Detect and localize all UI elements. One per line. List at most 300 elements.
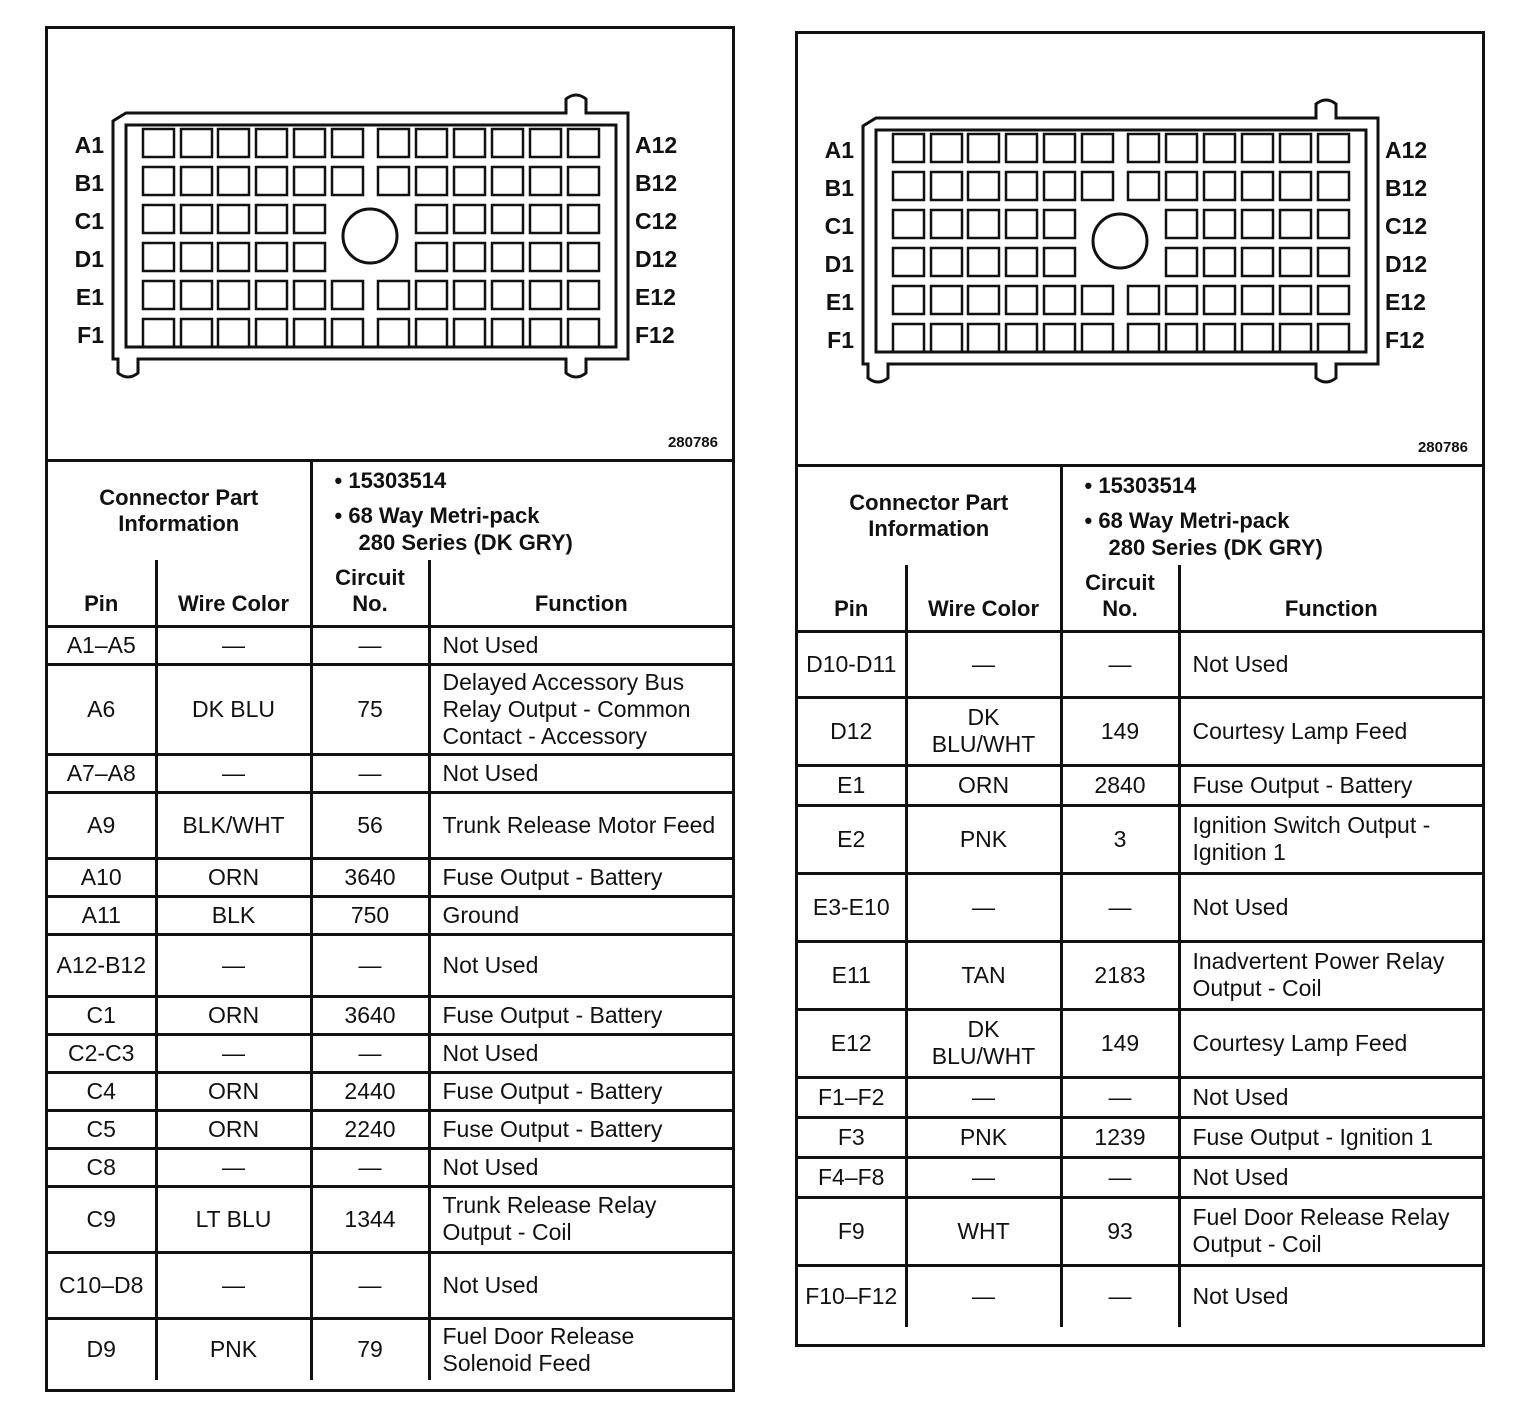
pin-cell: A1–A5 [48,626,156,664]
pin-cell: E12 [798,1009,906,1077]
row-label-right: C12 [1385,213,1428,239]
wire-color-cell: — [906,1157,1061,1197]
pin-cell: E1 [798,765,906,805]
cavity [454,167,485,195]
row-label-left: D1 [824,251,854,277]
table-row [798,765,1482,805]
cavity [1280,286,1311,314]
table-row [48,1072,732,1110]
cavity [454,319,485,347]
row-label-left: F1 [827,327,854,353]
pin-cell: E2 [798,805,906,873]
function-cell: Trunk Release Relay Output - Coil [429,1186,732,1252]
cavity [968,210,999,238]
cavity [1318,210,1349,238]
table-row [798,1157,1482,1197]
function-cell: Courtesy Lamp Feed [1179,1009,1482,1077]
wire-color-cell: — [156,1148,311,1186]
cavity [218,319,249,347]
cavity [530,319,561,347]
cavity [416,319,447,347]
cavity [294,319,325,347]
function-cell: Fuse Output - Ignition 1 [1179,1117,1482,1157]
table-row [48,626,732,664]
cavity [454,281,485,309]
cavity [218,281,249,309]
cavity [1204,248,1235,276]
table-row [48,858,732,896]
cavity [1242,324,1273,352]
function-cell: Not Used [429,1148,732,1186]
cavity [568,167,599,195]
circuit-cell: 75 [311,664,429,754]
cavity [181,167,212,195]
table-row [48,754,732,792]
cavity [1044,134,1075,162]
function-cell: Not Used [429,1034,732,1072]
cavity [492,205,523,233]
cavity [1242,286,1273,314]
pin-cell: F9 [798,1197,906,1265]
function-cell: Not Used [1179,1265,1482,1327]
cavity [1082,286,1113,314]
cavity [1242,134,1273,162]
cavity [1166,286,1197,314]
circuit-cell: 3 [1061,805,1179,873]
cavity [378,281,409,309]
table-row [798,1197,1482,1265]
pin-cell: E3-E10 [798,873,906,941]
row-label-right: C12 [635,208,678,234]
connector-face-drawing [48,29,732,459]
cavity [143,129,174,157]
figure-id: 280786 [667,434,718,451]
cavity [181,281,212,309]
connector-info-values: • 15303514 • 68 Way Metri-pack 280 Series (DK GRY) [311,462,732,560]
header-wire-color: Wire Color [156,560,311,626]
row-label-left: A1 [824,137,854,163]
cavity [1082,172,1113,200]
cavity [1006,248,1037,276]
wire-color-cell: ORN [156,1072,311,1110]
row-label-right: E12 [635,284,676,310]
cavity [1242,248,1273,276]
circuit-cell: 2440 [311,1072,429,1110]
circuit-cell: — [1061,1157,1179,1197]
wire-color-cell: — [906,631,1061,697]
cavity [1318,286,1349,314]
cavity [218,205,249,233]
pin-cell: C10–D8 [48,1252,156,1318]
cavity [931,248,962,276]
wire-color-cell: ORN [156,1110,311,1148]
row-label-left: E1 [75,284,104,310]
function-cell: Not Used [1179,1157,1482,1197]
cavity [1128,172,1159,200]
pin-cell: D12 [798,697,906,765]
cavity [218,129,249,157]
table-row [48,1110,732,1148]
table-row [48,1252,732,1318]
cavity [181,129,212,157]
wire-color-cell: — [906,873,1061,941]
pin-cell: C5 [48,1110,156,1148]
connector-info-table [48,462,732,560]
cavity [492,243,523,271]
connector-info-table [798,467,1482,565]
connector-panel-left [45,26,735,1392]
header-circuit-no: Circuit No. [311,560,429,626]
cavity [378,167,409,195]
cavity [143,167,174,195]
function-cell: Not Used [429,754,732,792]
cavity [1166,210,1197,238]
wire-color-cell: — [156,754,311,792]
circuit-cell: 750 [311,896,429,934]
connector-info-values: • 15303514 • 68 Way Metri-pack 280 Series (DK GRY) [1061,467,1482,565]
header-function: Function [1179,565,1482,631]
connector-info-label: Connector Part Information [798,467,1061,565]
cavity [568,281,599,309]
cavity [143,243,174,271]
cavity [256,319,287,347]
circuit-cell: — [1061,1077,1179,1117]
table-row [798,631,1482,697]
wire-color-cell: TAN [906,941,1061,1009]
cavity [256,167,287,195]
row-label-left: C1 [824,213,854,239]
circuit-cell: 3640 [311,996,429,1034]
connector-diagram [48,29,732,462]
cavity [454,243,485,271]
cavity [931,324,962,352]
cavity [492,167,523,195]
wire-color-cell: — [156,626,311,664]
pin-cell: A9 [48,792,156,858]
table-row [798,697,1482,765]
circuit-cell: — [311,1034,429,1072]
row-label-right: D12 [1385,251,1428,277]
connector-description-line2: 280 Series (DK GRY) [1108,534,1323,560]
cavity [1166,134,1197,162]
cavity [1128,134,1159,162]
cavity [530,167,561,195]
connector-description-line1: 68 Way Metri-pack [348,502,540,528]
wire-color-cell: DK BLU [156,664,311,754]
cavity [1280,248,1311,276]
wire-color-cell: — [156,1252,311,1318]
wire-color-cell: PNK [906,1117,1061,1157]
wire-color-cell: ORN [156,996,311,1034]
header-wire-color: Wire Color [906,565,1061,631]
cavity [568,129,599,157]
wire-color-cell: LT BLU [156,1186,311,1252]
circuit-cell: 1344 [311,1186,429,1252]
wire-color-cell: ORN [156,858,311,896]
cavity [1204,324,1235,352]
function-cell: Not Used [1179,631,1482,697]
cavity [332,129,363,157]
cavity [1242,210,1273,238]
function-cell: Fuse Output - Battery [429,1110,732,1148]
cavity [294,167,325,195]
pin-cell: F10–F12 [798,1265,906,1327]
cavity [568,243,599,271]
circuit-cell: 56 [311,792,429,858]
table-row [48,996,732,1034]
table-row [48,792,732,858]
function-cell: Not Used [1179,1077,1482,1117]
table-row [48,664,732,754]
function-cell: Fuse Output - Battery [429,996,732,1034]
table-row [48,896,732,934]
wire-color-cell: BLK [156,896,311,934]
cavity [893,286,924,314]
cavity [1318,248,1349,276]
cavity [931,172,962,200]
cavity [931,210,962,238]
cavity [530,129,561,157]
header-pin: Pin [48,560,156,626]
pin-cell: A12-B12 [48,934,156,996]
connector-inner-outline [126,125,616,347]
header-function: Function [429,560,732,626]
wire-color-cell: — [906,1265,1061,1327]
header-pin: Pin [798,565,906,631]
pin-cell: A7–A8 [48,754,156,792]
cavity [181,319,212,347]
pin-cell: D9 [48,1318,156,1380]
wire-color-cell: — [906,1077,1061,1117]
cavity [893,210,924,238]
wire-color-cell: PNK [906,805,1061,873]
cavity [256,129,287,157]
cavity [416,129,447,157]
cavity [1280,324,1311,352]
pin-cell: F1–F2 [798,1077,906,1117]
part-number: 15303514 [1098,472,1197,498]
function-cell: Not Used [1179,873,1482,941]
cavity [1318,172,1349,200]
cavity [968,248,999,276]
connector-face-drawing [798,34,1482,464]
cavity [1166,324,1197,352]
table-row [48,934,732,996]
figure-id: 280786 [1417,439,1468,456]
circuit-cell: 1239 [1061,1117,1179,1157]
wire-color-cell: — [156,1034,311,1072]
table-row [48,1034,732,1072]
function-cell: Not Used [429,1252,732,1318]
function-cell: Fuel Door Release Relay Output - Coil [1179,1197,1482,1265]
wire-color-cell: DK BLU/WHT [906,697,1061,765]
cavity [568,205,599,233]
function-cell: Delayed Accessory Bus Relay Output - Common Contact - Accessory [429,664,732,754]
row-label-left: A1 [74,132,104,158]
cavity [530,281,561,309]
circuit-cell: — [311,934,429,996]
connector-description-line2: 280 Series (DK GRY) [358,529,573,555]
cavity [1166,172,1197,200]
table-row [798,805,1482,873]
cavity [143,205,174,233]
function-cell: Not Used [429,934,732,996]
circuit-cell: 149 [1061,1009,1179,1077]
cavity [893,248,924,276]
row-label-right: F12 [635,322,675,348]
connector-inner-outline [876,130,1366,352]
pin-cell: C1 [48,996,156,1034]
cavity [143,319,174,347]
cavity [1006,134,1037,162]
cavity [1128,324,1159,352]
wire-color-cell: WHT [906,1197,1061,1265]
cavity [378,319,409,347]
cavity [492,129,523,157]
table-row [48,1318,732,1380]
circuit-cell: 2840 [1061,765,1179,805]
row-label-left: F1 [77,322,104,348]
cavity [294,129,325,157]
table-row [48,1148,732,1186]
cavity [1006,172,1037,200]
cavity [256,243,287,271]
cavity [893,134,924,162]
keying-circle [343,209,397,263]
cavity [332,281,363,309]
cavity [1204,286,1235,314]
cavity [143,281,174,309]
cavity [1318,134,1349,162]
table-row [798,1117,1482,1157]
pin-cell: C8 [48,1148,156,1186]
keying-circle [1093,214,1147,268]
wire-color-cell: BLK/WHT [156,792,311,858]
row-label-right: F12 [1385,327,1425,353]
cavity [416,205,447,233]
pinout-table [798,565,1482,1327]
function-cell: Inadvertent Power Relay Output - Coil [1179,941,1482,1009]
row-label-left: B1 [74,170,104,196]
cavity [1242,172,1273,200]
row-label-right: D12 [635,246,678,272]
row-label-right: A12 [635,132,678,158]
cavity [332,319,363,347]
circuit-cell: — [1061,631,1179,697]
cavity [416,281,447,309]
part-number: 15303514 [348,467,447,493]
cavity [1044,172,1075,200]
circuit-cell: 3640 [311,858,429,896]
cavity [1082,324,1113,352]
wire-color-cell: DK BLU/WHT [906,1009,1061,1077]
connector-description-line1: 68 Way Metri-pack [1098,507,1290,533]
cavity [181,243,212,271]
circuit-cell: 2240 [311,1110,429,1148]
function-cell: Ground [429,896,732,934]
function-cell: Courtesy Lamp Feed [1179,697,1482,765]
cavity [378,129,409,157]
cavity [294,243,325,271]
cavity [181,205,212,233]
cavity [1006,324,1037,352]
cavity [492,319,523,347]
cavity [1280,172,1311,200]
row-label-left: D1 [74,246,104,272]
cavity [1280,210,1311,238]
circuit-cell: 79 [311,1318,429,1380]
cavity [416,243,447,271]
circuit-cell: — [1061,1265,1179,1327]
circuit-cell: 149 [1061,697,1179,765]
function-cell: Fuse Output - Battery [429,1072,732,1110]
cavity [568,319,599,347]
cavity [893,172,924,200]
cavity [1044,210,1075,238]
connector-diagram [798,34,1482,467]
row-label-right: A12 [1385,137,1428,163]
row-label-right: E12 [1385,289,1426,315]
cavity [968,172,999,200]
table-row [798,1077,1482,1117]
circuit-cell: — [311,626,429,664]
table-row [798,873,1482,941]
circuit-cell: 93 [1061,1197,1179,1265]
pin-cell: D10-D11 [798,631,906,697]
table-row [798,1009,1482,1077]
circuit-cell: — [311,1252,429,1318]
cavity [1044,248,1075,276]
table-row [798,941,1482,1009]
table-row [798,1265,1482,1327]
circuit-cell: 2183 [1061,941,1179,1009]
cavity [1044,324,1075,352]
pin-cell: C9 [48,1186,156,1252]
pinout-table [48,560,732,1380]
circuit-cell: — [311,1148,429,1186]
cavity [416,167,447,195]
pin-cell: A11 [48,896,156,934]
pin-cell: E11 [798,941,906,1009]
cavity [454,129,485,157]
cavity [893,324,924,352]
row-label-left: E1 [825,289,854,315]
connector-info-label: Connector Part Information [48,462,311,560]
cavity [968,324,999,352]
cavity [1006,210,1037,238]
wire-color-cell: ORN [906,765,1061,805]
cavity [1082,134,1113,162]
function-cell: Fuse Output - Battery [1179,765,1482,805]
circuit-cell: — [311,754,429,792]
row-label-left: B1 [824,175,854,201]
table-row [48,1186,732,1252]
connector-outline [113,95,628,377]
cavity [454,205,485,233]
header-circuit-no: Circuit No. [1061,565,1179,631]
cavity [492,281,523,309]
connector-panel-right [795,31,1485,1347]
cavity [1204,172,1235,200]
pin-cell: F3 [798,1117,906,1157]
cavity [256,205,287,233]
cavity [332,167,363,195]
cavity [1204,210,1235,238]
cavity [1128,286,1159,314]
circuit-cell: — [1061,873,1179,941]
pin-cell: C4 [48,1072,156,1110]
wire-color-cell: — [156,934,311,996]
